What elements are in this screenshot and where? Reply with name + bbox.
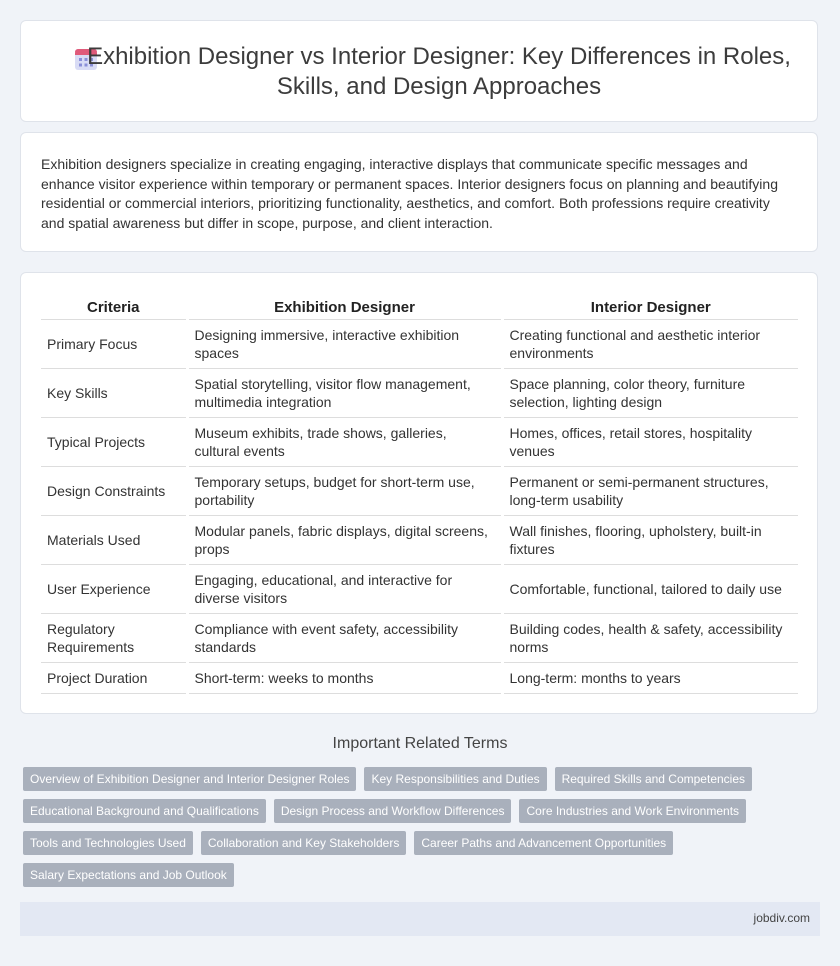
column-header: Interior Designer [502,295,798,320]
table-cell: Compliance with event safety, accessibility standards [187,614,502,663]
related-term-tag[interactable]: Career Paths and Advancement Opportunities [414,831,673,855]
table-cell: Materials Used [41,516,187,565]
page-title: Exhibition Designer vs Interior Designer: Key Differences in Roles, Skills, and Design Approaches [87,43,791,100]
table-cell: Building codes, health & safety, accessibility norms [502,614,798,663]
comparison-table [41,295,798,694]
related-term-tag[interactable]: Core Industries and Work Environments [519,799,746,823]
footer-bar [20,902,820,936]
related-terms-list [23,767,783,887]
table-row [41,614,798,663]
related-term-tag[interactable]: Tools and Technologies Used [23,831,193,855]
table-cell: Design Constraints [41,467,187,516]
column-header: Criteria [41,295,187,320]
table-cell: Permanent or semi-permanent structures, long-term usability [502,467,798,516]
table-row [41,467,798,516]
table-cell: Museum exhibits, trade shows, galleries, cultural events [187,418,502,467]
table-cell: Long-term: months to years [502,663,798,694]
table-row [41,320,798,369]
related-term-tag[interactable]: Key Responsibilities and Duties [364,767,546,791]
table-cell: Designing immersive, interactive exhibition spaces [187,320,502,369]
table-cell: Key Skills [41,369,187,418]
table-cell: Typical Projects [41,418,187,467]
table-cell: Engaging, educational, and interactive for diverse visitors [187,565,502,614]
table-row [41,663,798,694]
related-term-tag[interactable]: Collaboration and Key Stakeholders [201,831,406,855]
table-cell: Creating functional and aesthetic interior environments [502,320,798,369]
table-row [41,565,798,614]
related-term-tag[interactable]: Required Skills and Competencies [555,767,752,791]
table-cell: Temporary setups, budget for short-term use, portability [187,467,502,516]
table-cell: Comfortable, functional, tailored to daily use [502,565,798,614]
table-cell: Modular panels, fabric displays, digital screens, props [187,516,502,565]
table-cell: Regulatory Requirements [41,614,187,663]
table-header-row [41,295,798,320]
table-row [41,418,798,467]
related-term-tag[interactable]: Design Process and Workflow Differences [274,799,512,823]
table-cell: Short-term: weeks to months [187,663,502,694]
table-cell: Project Duration [41,663,187,694]
table-cell: Primary Focus [41,320,187,369]
table-cell: Spatial storytelling, visitor flow management, multimedia integration [187,369,502,418]
intro-text: Exhibition designers specialize in creating engaging, interactive displays that communicate specific messages and enhance visitor experience within temporary or permanent spaces. Interior designers focus on planning and beautifying residential or commercial interiors, prioritizing functionality, aesthetics, and comfort. Both professions require creativity and spatial awareness but differ in scope, purpose, and client interaction. [41,156,778,231]
table-row [41,516,798,565]
comparison-card [20,272,818,714]
related-term-tag[interactable]: Educational Background and Qualifications [23,799,266,823]
title-card [20,20,818,122]
related-term-tag[interactable]: Salary Expectations and Job Outlook [23,863,234,887]
table-cell: Wall finishes, flooring, upholstery, built-in fixtures [502,516,798,565]
column-header: Exhibition Designer [187,295,502,320]
related-term-tag[interactable]: Overview of Exhibition Designer and Interior Designer Roles [23,767,356,791]
site-link[interactable]: jobdiv.com [753,911,810,925]
table-cell: User Experience [41,565,187,614]
related-terms-heading: Important Related Terms [332,735,508,752]
table-cell: Space planning, color theory, furniture selection, lighting design [502,369,798,418]
table-row [41,369,798,418]
table-cell: Homes, offices, retail stores, hospitality venues [502,418,798,467]
intro-card [20,132,818,252]
